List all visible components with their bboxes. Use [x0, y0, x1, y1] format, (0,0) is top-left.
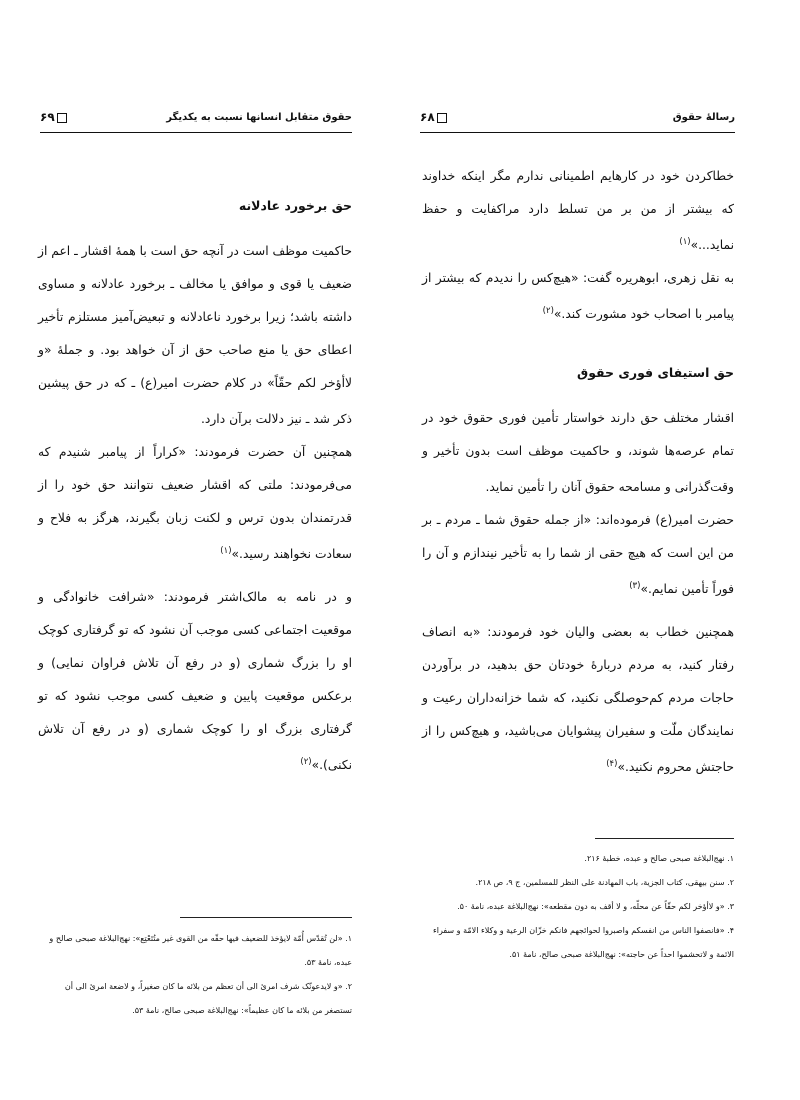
paragraph [422, 160, 734, 262]
footnote-marker: (۱) [220, 546, 232, 557]
footnote: ۳. «و لاأؤخر لکم حقّاً عن محلّه، و لا أقف به دون مقطعه»: نهج‌البلاغة عبده، نامهٔ ۵۰. [457, 902, 734, 911]
footnote: ۲. سنن بیهقی، کتاب الجزیة، باب المهادنة علی النظر للمسلمین، ج ۹، ص ۲۱۸. [475, 878, 734, 887]
section-heading: حق استیفای فوری حقوق [577, 365, 734, 381]
page-number-value: ۶۹ [40, 110, 55, 124]
paragraph-text: و در نامه به مالک‌اشتر فرمودند: «شرافت خانوادگی و موقعیت اجتماعی کسی موجب آن نشود که تو گرفتاری کوچک او را بزرگ شماری (و در رفع آن تلاش فراوان نمایی) و برعکس موقعیت پایین و ضعیف کسی موجب نشود که تو گرفتاری بزرگ او را کوچک شماری (و در رفع آن تلاش نکنی).» [38, 590, 352, 773]
footnote-marker: (۲) [542, 306, 554, 317]
page-header [40, 108, 352, 133]
paragraph-text: همچنین آن حضرت فرمودند: «کراراً از پیامبر شنیدم که می‌فرمودند: ملتی که اقشار ضعیف نتوانند حق خود را از قدرتمندان بدون ترس و لکنت زبان بگیرند، هرگز به فلاح و سعادت نخواهند رسید.» [38, 445, 352, 562]
page-marker-icon [57, 113, 67, 123]
footnote-marker: (۳) [629, 581, 641, 592]
page-number [40, 110, 67, 124]
paragraph-text: اقشار مختلف حق دارند خواستار تأمین فوری حقوق خود در تمام عرصه‌ها شوند، و حاکمیت موظف است بدون تأخیر و وقت‌گذرانی و مسامحه حقوق آنان را تأمین نماید. [422, 411, 734, 495]
paragraph-text: همچنین خطاب به بعضی والیان خود فرمودند: «به انصاف رفتار کنید، به مردم دربارهٔ خودتان حق بدهید، در برآوردن حاجات مردم کم‌حوصلگی نکنید، که شما خزانه‌داران رعیت و نمایندگان ملّت و سفیران پیشوایان می‌باشید، و هیچ‌کس را از حاجتش محروم نکنید.» [422, 625, 734, 775]
running-title: حقوق متقابل انسانها نسبت به یکدیگر [166, 112, 352, 123]
running-title: رسالهٔ حقوق [672, 112, 735, 123]
footnote: ۱. نهج‌البلاغة صبحی صالح و عبده، خطبهٔ ۲۱۶. [584, 854, 734, 863]
footnote-marker: (۲) [300, 757, 312, 768]
section-heading: حق برخورد عادلانه [238, 198, 352, 213]
paragraph-text: به نقل زهری، ابوهریره گفت: «هیچ‌کس را ندیدم که بیشتر از پیامبر با اصحاب خود مشورت کند.» [422, 271, 734, 322]
footnotes [38, 927, 352, 1023]
footnotes [420, 847, 734, 967]
paragraph [422, 262, 734, 331]
paragraph-text: حضرت امیر(ع) فرموده‌اند: «از جمله حقوق شما ـ مردم ـ بر من این است که هیچ حقی از شما را به تأخیر نیندازم و آن را فوراً تأمین نمایم.» [422, 513, 734, 597]
page-body [422, 160, 734, 784]
page-number-value: ۶۸ [420, 110, 435, 124]
paragraph [422, 616, 734, 784]
paragraph-text: خطاکردن خود در کارهایم اطمینانی ندارم مگر اینکه خداوند که بیشتر از من بر من تسلط دارد مراکفایت و حفظ نماید...» [422, 169, 734, 253]
paragraph [38, 235, 352, 436]
paragraph [38, 436, 352, 571]
page-body [38, 198, 352, 782]
footnote-marker: (۱) [679, 237, 691, 247]
paragraph [422, 402, 734, 504]
footnote: ۱. «لن تُقدّس أُمّة لایؤخذ للضعیف فیها حقّه من القوی غیر متُتَعْتِع»: نهج‌البلاغة صبحی صالح و عبده، نامهٔ ۵۳. [49, 934, 352, 967]
page-number [420, 110, 447, 124]
paragraph [422, 504, 734, 606]
footnote-divider [180, 917, 352, 918]
page-marker-icon [437, 113, 447, 123]
paragraph-text: حاکمیت موظف است در آنچه حق است با همهٔ اقشار ـ اعم از ضعیف یا قوی و موافق یا مخالف ـ برخورد عادلانه و مساوی داشته باشد؛ زیرا برخورد ناعادلانه و تبعیض‌آمیز مستلزم تأخیر اعطای حق یا منع صاحب حق از آن خواهد بود. و جملهٔ «و لاأؤخر لکم حقّاً» در کلام حضرت امیر(ع) ـ که در حق پیشین ذکر شد ـ نیز دلالت برآن دارد. [38, 244, 352, 427]
right-page [400, 0, 800, 1100]
footnote: ۴. «فانصفوا الناس من انفسکم واصبروا لحوائجهم فانکم خزّان الرعیة و وکلاء الامّة و سفراء الائمة و لاتحشموا احداً عن حاجته»: نهج‌البلاغة صبحی صالح، نامهٔ ۵۱. [432, 926, 734, 959]
paragraph [38, 581, 352, 782]
footnote: ۲. «و لایدعونّک شرف امرئ الی أن تعظم من بلائه ما کان صغیراً، و لاضعة امرئ الی أن تستصغر من بلائه ما کان عظیماً»: نهج‌البلاغة صبحی صالح، نامهٔ ۵۳. [64, 982, 352, 1015]
footnote-divider [595, 838, 734, 839]
footnote-marker: (۴) [606, 759, 618, 770]
page-header [420, 108, 735, 133]
